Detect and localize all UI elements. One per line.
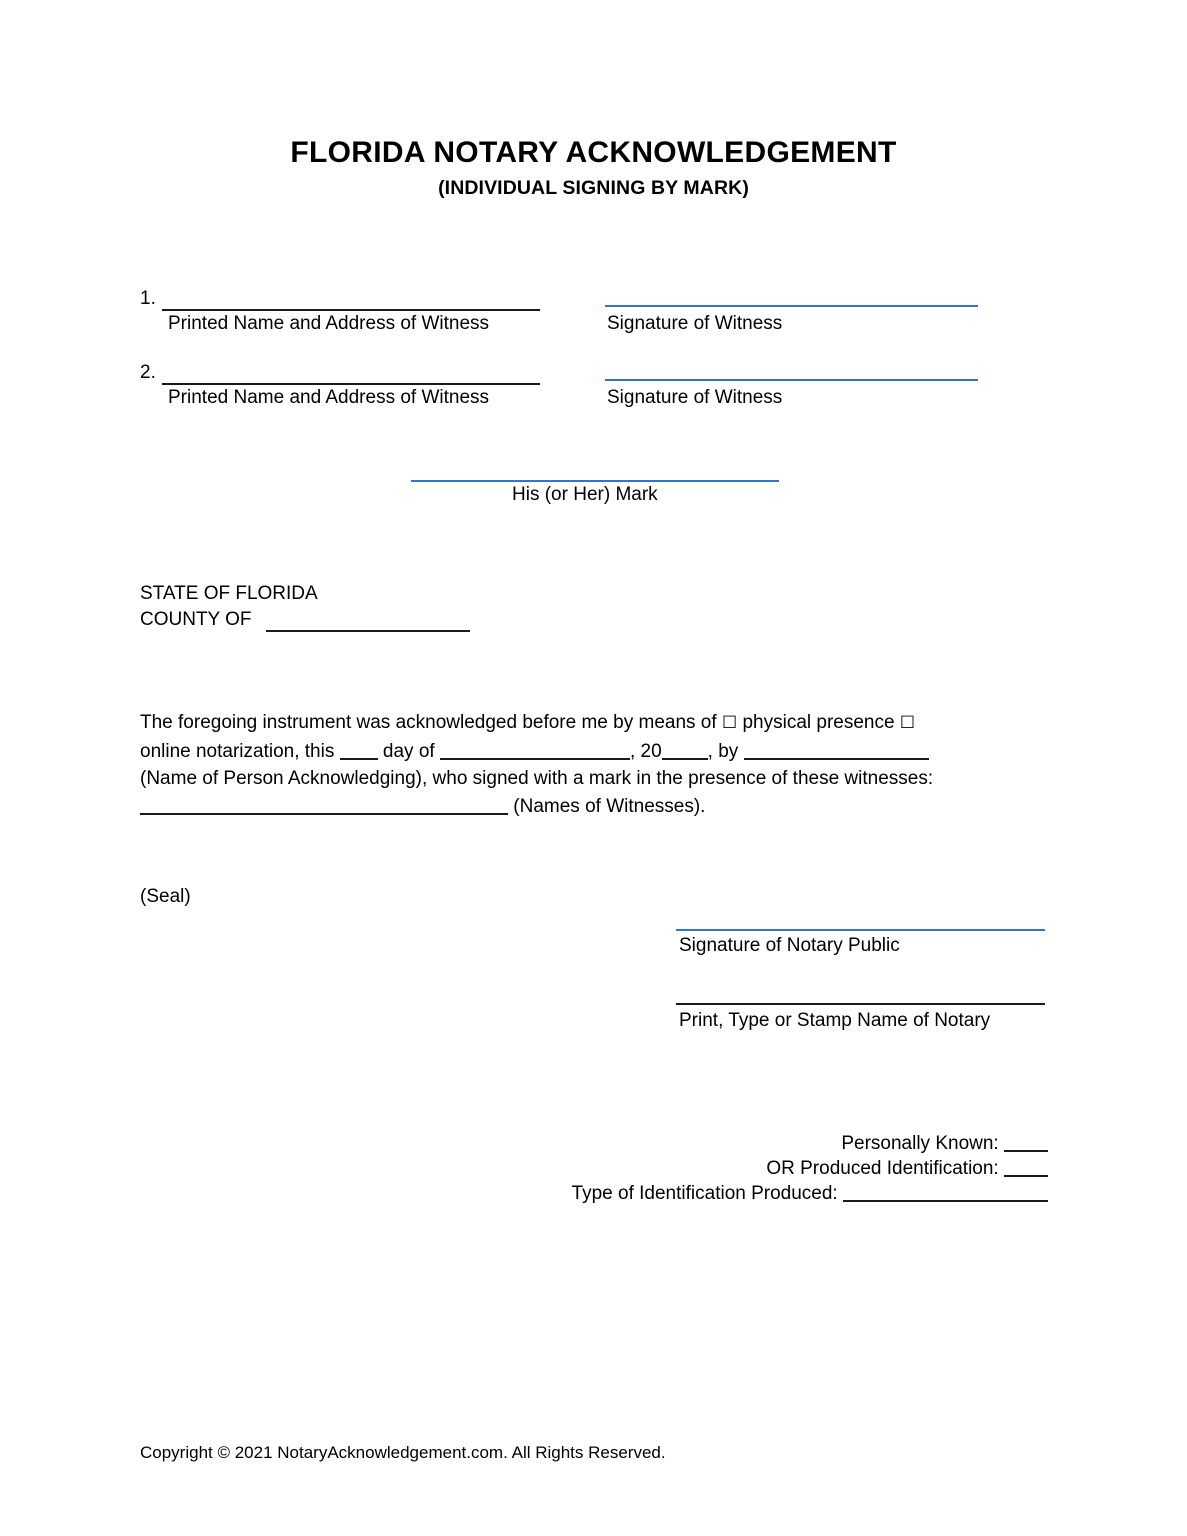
county-of-label: COUNTY OF	[140, 609, 252, 630]
acknowledgement-paragraph	[140, 709, 1055, 820]
acknowledgement-line-1	[140, 709, 1055, 738]
acknowledgement-text-1a: The foregoing instrument was acknowledged before me by means of	[140, 712, 717, 733]
witness-1-printed-name-caption: Printed Name and Address of Witness	[168, 313, 490, 334]
produced-identification-label: OR Produced Identification:	[766, 1158, 999, 1179]
witness-2-signature-line[interactable]	[605, 379, 978, 381]
county-blank-line[interactable]	[266, 630, 470, 632]
mark-caption: His (or Her) Mark	[512, 484, 658, 505]
page-subtitle: (INDIVIDUAL SIGNING BY MARK)	[438, 176, 749, 199]
produced-identification-row	[572, 1156, 1048, 1181]
acknowledgement-text-2a: online notarization, this	[140, 740, 335, 762]
notary-print-name-line[interactable]	[676, 1003, 1045, 1005]
acknowledgement-line-2	[140, 738, 1055, 766]
type-of-identification-blank[interactable]	[843, 1200, 1048, 1202]
acknowledgement-text-2b: day of	[382, 740, 435, 762]
witness-2-printed-name-caption: Printed Name and Address of Witness	[168, 387, 490, 408]
acknowledgement-line-4	[140, 793, 1055, 821]
type-of-identification-row	[572, 1181, 1048, 1206]
notary-signature-caption: Signature of Notary Public	[679, 935, 900, 956]
witness-1-number: 1.	[140, 288, 156, 309]
acknowledgement-text-1b: physical presence	[742, 712, 895, 733]
mark-line[interactable]	[411, 480, 779, 482]
copyright-footer: Copyright © 2021 NotaryAcknowledgement.com. All Rights Reserved.	[140, 1443, 666, 1462]
witness-2-number: 2.	[140, 362, 156, 383]
state-of-florida-label: STATE OF FLORIDA	[140, 583, 318, 604]
personally-known-blank[interactable]	[1004, 1150, 1048, 1152]
witness-1-printed-name-line[interactable]	[162, 309, 540, 311]
day-blank[interactable]	[340, 758, 378, 760]
title-block	[0, 136, 1187, 200]
personally-known-label: Personally Known:	[841, 1133, 999, 1154]
notary-print-name-caption: Print, Type or Stamp Name of Notary	[679, 1010, 991, 1031]
notary-signature-line[interactable]	[676, 929, 1045, 931]
page-title: FLORIDA NOTARY ACKNOWLEDGEMENT	[290, 136, 897, 169]
acknowledgement-text-4: (Names of Witnesses).	[513, 795, 706, 817]
produced-identification-blank[interactable]	[1004, 1175, 1048, 1177]
witness-1-signature-caption: Signature of Witness	[607, 313, 783, 334]
acknowledgement-text-2d: , by	[707, 740, 739, 762]
acknowledgement-text-2c: , 20	[629, 740, 662, 762]
seal-label: (Seal)	[140, 886, 191, 907]
year-blank[interactable]	[662, 758, 708, 760]
online-notarization-checkbox[interactable]: ☐	[899, 713, 916, 733]
month-blank[interactable]	[440, 758, 630, 760]
type-of-identification-label: Type of Identification Produced:	[571, 1183, 838, 1204]
physical-presence-checkbox[interactable]: ☐	[721, 713, 738, 733]
witness-2-signature-caption: Signature of Witness	[607, 387, 783, 408]
personally-known-row	[572, 1131, 1048, 1156]
witness-2-printed-name-line[interactable]	[162, 383, 540, 385]
acknowledgement-line-3: (Name of Person Acknowledging), who signed with a mark in the presence of these witnesses:	[140, 768, 934, 789]
person-name-blank[interactable]	[744, 758, 929, 760]
witness-1-signature-line[interactable]	[605, 305, 978, 307]
identification-block	[572, 1131, 1048, 1206]
witness-names-blank[interactable]	[140, 813, 508, 815]
